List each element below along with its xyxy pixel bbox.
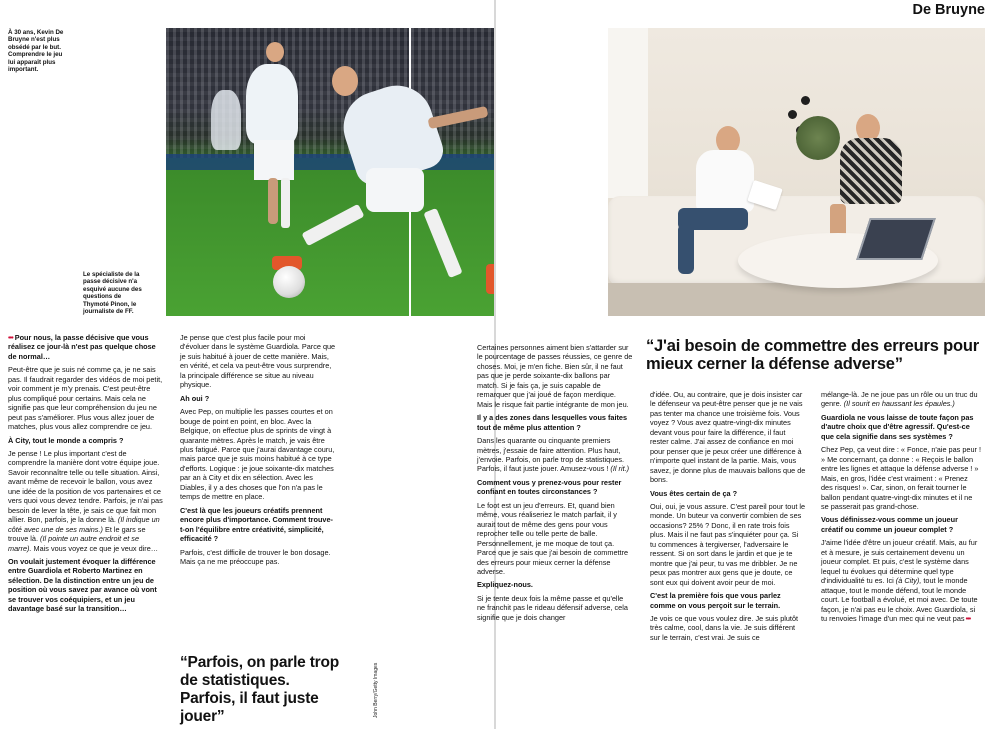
paragraph-text: Pour nous, la passe décisive que vous réalisez ce jour-là n'est pas quelque chose de normal…	[8, 333, 156, 361]
paragraph-text: Si je tente deux fois la même passe et qu'elle ne franchit pas le rideau défensif adverse, cela signifie que je dois changer	[477, 593, 628, 622]
right-column-3	[821, 390, 981, 627]
photo-player-main-sock-right	[423, 208, 462, 278]
photo-player-bg-leg	[268, 178, 278, 224]
photo-interviewer-leg	[678, 224, 694, 274]
photo-player-bg-shirt	[246, 64, 298, 144]
interview-question	[650, 591, 806, 610]
paragraph-text: On voulait justement évoquer la différence entre Guardiola et Roberto Martinez en sélection. De la distinction entre un jeu de position où vous savez par avance où vont se trouver vos coéquipiers, et un jeu davantage basé sur la transition…	[8, 556, 157, 614]
paragraph-text: Guardiola ne vous laisse de toute façon pas d'autre choix que d'être agressif. Qu'est-ce que cela signifie dans ses systèmes ?	[821, 412, 974, 441]
paragraph-text: Ah oui ?	[180, 393, 210, 403]
interview-question	[180, 506, 336, 544]
paragraph-text: Le foot est un jeu d'erreurs. Et, quand bien même, vous réaliseriez le match parfait, il y aurait tout de même des gens pour vous reprocher telle ou telle perte de balle. Personnellement, je me moque de tout ça. Parce que je sais que j'ai besoin de commettre des erreurs pour mieux cerner la défense adverse.	[477, 500, 629, 576]
interview-answer	[180, 333, 336, 390]
interview-answer	[477, 594, 633, 622]
red-dots-end-marker: •••	[964, 613, 971, 623]
interview-question	[477, 580, 633, 589]
paragraph-text: Certaines personnes aiment bien s'attarder sur le pourcentage de passes réussies, ce genre de choses. Moi, je m'en fiche. Bien sûr, il ne faut pas que je perde soixante-dix ballons par match. Si je fais ça, je suis capable de remarquer que j'ai joué de façon merdique. Mais le risque fait partie intégrante de mon jeu.	[477, 343, 633, 409]
red-dots-marker: •••	[8, 333, 13, 342]
paragraph-text: tout le monde attaque, tout le monde défend, tout le monde court. Le football a évolué, et moi avec. De toute façon, je n'ai pas eu le choix. Avec Guardiola, si tu renvoies l'image d'un mec qui ne veut pas	[821, 576, 978, 623]
photo-player-bg-sock	[281, 178, 290, 228]
paragraph-text: Chez Pep, ça veut dire : « Fonce, n'aie pas peur ! » Me concernant, ça donne : « Reçois le ballon entre les lignes et attaque la défense adverse ! » Mais, en gros, l'idée c'est vraiment : « Prenez des risques! ». Car, sinon, on ferait tourner le ballon pendant quatre-vingt-dix minutes et il ne se passerait pas grand-chose.	[821, 445, 981, 511]
paragraph-text: Parfois, c'est difficile de trouver le bon dosage. Mais ça ne me préoccupe pas.	[180, 547, 331, 566]
photo-debruyne-shirt	[840, 138, 902, 204]
photo-player-bg-head	[266, 42, 284, 62]
pull-quote-right: “J'ai besoin de commettre des erreurs pour mieux cerner la défense adverse”	[646, 337, 979, 373]
stage-direction: (Il indique un côté avec une de ses mains.)	[8, 515, 160, 534]
photo-player-main-shorts	[366, 168, 424, 212]
interview-question	[650, 489, 806, 498]
photo-credit: John Berry/Getty Images	[373, 662, 379, 718]
paragraph-text: À City, tout le monde a compris ?	[8, 435, 124, 445]
paragraph-text: Peut-être que je suis né comme ça, je ne sais pas. Il faudrait regarder des vidéos de moi petit, voir comment je m'y prenais. C'est peut-être plus compliqué pour certains. Mais cela ne signifie pas que leur compréhension du jeu ne peut pas s'améliorer. Plus vous allez jouer de matches, plus vous allez comprendre ce jeu.	[8, 365, 163, 432]
paragraph-text: Dans les quarante ou cinquante premiers mètres, j'essaie de faire attention. Plus haut, j'envoie. Parfois, on parle trop de statistiques. Parfois, il faut juste jouer. Amusez-vous !	[477, 436, 625, 474]
photo-player-main-sock-left	[301, 204, 364, 246]
right-page	[477, 0, 991, 729]
interview-answer	[650, 502, 806, 587]
photo-lamp-2	[788, 110, 797, 119]
stage-direction: (Il rit.)	[608, 464, 630, 474]
interview-answer	[477, 436, 633, 474]
interview-answer	[821, 445, 981, 511]
interview-answer	[821, 538, 981, 623]
interview-answer	[650, 390, 806, 485]
paragraph-text: C'est la première fois que vous parlez comme on vous perçoit sur le terrain.	[650, 591, 781, 610]
photo-laptop	[856, 218, 936, 260]
interview-answer	[180, 548, 336, 567]
caption-top-left: À 30 ans, Kevin De Bruyne n'est plus obsédé par le but. Comprendre le jeu lui apparaît plus important.	[8, 29, 64, 74]
photo-plant	[796, 116, 840, 160]
paragraph-text: Je pense que c'est plus facile pour moi d'évoluer dans le système Guardiola. Parce que je suis habitué à jouer de cette manière. Mais, en vérité, et cela va peut-être vous surprendre, la principale différence se situe au niveau physique.	[180, 333, 336, 390]
interview-question	[477, 413, 633, 432]
left-page	[0, 0, 495, 729]
paragraph-text: Avec Pep, on multiplie les passes courtes et on bouge de point en point, en bloc. Avec la Belgique, on effectue plus de sprints de vingt à quarante mètres. Après le match, je vais être plus fatigué. Parce que j'aurai davantage couru, mais parce que je suis moins habitué à ce type d'efforts. Logique : je joue soixante-dix matches par an à City et dix en sélection. Avec les Diables, il y a des choses que l'on n'a pas le temps de mettre en place.	[180, 407, 335, 502]
paragraph-text: Et le gars se trouve là.	[8, 524, 146, 544]
paragraph-text: d'idée. Ou, au contraire, que je dois insister car le défenseur va peut-être penser que je ne vais pas tenter ma chance une troisième fois. Vous voyez ? Vous avez quatre-vingt-dix minutes devant vous pour faire la différence, il faut rester calme. J'ai assez de confiance en moi pour penser que je peux créer une différence à n'importe quel instant de la partie. Mais, vous savez, je donne plus de mauvais ballons que de bons.	[650, 390, 806, 485]
interview-answer	[8, 365, 164, 431]
paragraph-text: Oui, oui, je vous assure. C'est pareil pour tout le monde. Un buteur va convertir combien de ses occasions? 25% ? Donc, il en rate trois fois plus. Mais il ne faut pas s'inquiéter pour ça. Si tu commences à tergiverser, l'adversaire le ressent. Si on sort dans le jardin et que je te montre que j'ai peur, tu vas me dribbler. Je ne peux pas montrer aux gens que je doute, ce sont eux qui doivent avoir peur de moi.	[650, 501, 806, 587]
photo-lamp-1	[801, 96, 810, 105]
interview-question	[821, 413, 981, 441]
interview-answer	[180, 407, 336, 502]
left-column-1	[8, 333, 164, 618]
right-column-2	[650, 390, 806, 646]
photo-player-far-shirt	[211, 90, 241, 150]
paragraph-text: Je vois ce que vous voulez dire. Je suis plutôt très calme, cool, dans la vie. Je suis différent sur le terrain, c'est vrai. Je suis ce	[650, 613, 799, 642]
interview-answer	[477, 501, 633, 577]
interview-question	[8, 436, 164, 445]
paragraph-text: J'aime l'idée d'être un joueur créatif. Mais, au fur et à mesure, je suis certainement devenu un joueur complet. Et puis, c'est le système dans lequel tu évolues qui détermine quel type d'individualité tu es. Ici	[821, 538, 978, 586]
photo-ball	[273, 266, 305, 298]
interview-question	[8, 333, 164, 361]
interview-answer	[8, 449, 164, 553]
stage-direction: (à City),	[893, 576, 922, 586]
paragraph-text: Vous définissez-vous comme un joueur créatif ou comme un joueur complet ?	[821, 515, 958, 534]
right-column-1	[477, 343, 633, 626]
interview-question	[180, 394, 336, 403]
interview-answer	[477, 343, 633, 409]
paragraph-text: Il y a des zones dans lesquelles vous faites tout de même plus attention ?	[477, 413, 628, 432]
caption-interview: Le spécialiste de la passe décisive n'a esquivé aucune des questions de Thymoté Pinon, le journaliste de FF.	[83, 271, 142, 316]
interview-question	[477, 478, 633, 497]
photo-floor	[608, 283, 985, 316]
paragraph-text: Vous êtes certain de ça ?	[650, 488, 738, 498]
paragraph-text: Je pense ! Le plus important c'est de comprendre la manière dont votre équipe joue. Savoir reconnaître telle ou telle situation. Ainsi, avant même de recevoir le ballon, vous avez une idée de la position de vos partenaires et ce vers quoi vous devez tendre. Parfois, je n'ai pas besoin de lever la tête, je sais ce que fait mon aîlier. Bon, parfois, je la donne là.	[8, 448, 163, 525]
stage-direction: (Il pointe un autre endroit et se marre).	[8, 534, 140, 553]
photo-interviewer-shirt	[696, 150, 754, 212]
photo-interview	[608, 28, 985, 316]
stage-direction: (Il sourit en haussant les épaules.)	[841, 399, 955, 409]
section-tag: De Bruyne	[912, 2, 985, 18]
photo-player-bg-shorts	[254, 140, 294, 180]
paragraph-text: mélange-là. Je ne joue pas un rôle ou un truc du genre.	[821, 390, 978, 409]
paragraph-text: Comment vous y prenez-vous pour rester confiant en toutes circonstances ?	[477, 477, 622, 497]
pull-quote-left: “Parfois, on parle trop de statistiques. Parfois, il faut juste jouer”	[180, 654, 340, 725]
interview-question	[8, 557, 164, 614]
paragraph-text: C'est là que les joueurs créatifs prennent encore plus d'importance. Comment trouve-t-on l'équilibre entre créativité, simplicité, efficacité ?	[180, 505, 333, 544]
paragraph-text: Mais vous voyez ce que je veux dire…	[31, 543, 159, 553]
paragraph-text: Expliquez-nous.	[477, 580, 533, 590]
photo-window	[608, 28, 648, 198]
photo-player-main-head	[332, 66, 358, 96]
interview-answer	[821, 390, 981, 409]
interview-question	[821, 515, 981, 534]
left-column-2	[180, 333, 336, 570]
interview-answer	[650, 614, 806, 642]
